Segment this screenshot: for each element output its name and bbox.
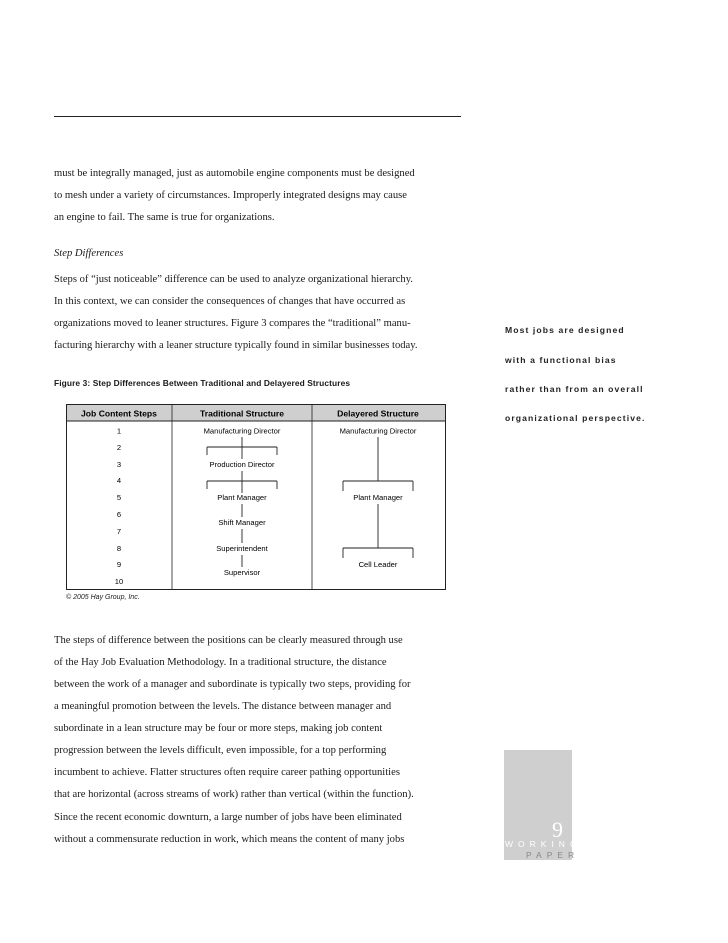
text-line: between the work of a manager and subordinate is typically two steps, providing for	[54, 679, 411, 690]
text-line: without a commensurate reduction in work, which means the content of many jobs	[54, 834, 405, 845]
delayered-level: Manufacturing Director	[339, 426, 417, 436]
delayered-level: Plant Manager	[353, 493, 403, 502]
text-line: that are horizontal (across streams of work) rather than vertical (within the function).	[54, 789, 414, 800]
text-line: a meaningful promotion between the levels. The distance between manager and	[54, 701, 392, 712]
text-line: of the Hay Job Evaluation Methodology. In a traditional structure, the distance	[54, 657, 387, 668]
traditional-level: Plant Manager	[217, 493, 267, 502]
text-line: subordinate in a lean structure may be four or more steps, making job content	[54, 723, 383, 734]
delayered-level: Cell Leader	[358, 560, 398, 569]
text-line: Steps of “just noticeable” difference can be used to analyze organizational hierarchy.	[54, 274, 413, 285]
section-paragraph	[54, 269, 464, 357]
traditional-level: Production Director	[209, 460, 275, 469]
paper-label: PAPER	[526, 850, 580, 860]
page-number: 9	[552, 817, 563, 842]
pull-quote-line: Most jobs are designed	[505, 325, 625, 335]
traditional-level: Shift Manager	[218, 518, 266, 527]
text-line: progression between the levels difficult, even impossible, for a top performing	[54, 745, 387, 756]
header-traditional-structure: Traditional Structure	[199, 408, 285, 419]
text-line: The steps of difference between the positions can be clearly measured through use	[54, 635, 403, 646]
text-line: an engine to fail. The same is true for organizations.	[54, 212, 275, 223]
header-job-content-steps: Job Content Steps	[81, 408, 157, 419]
header-delayered-structure: Delayered Structure	[337, 408, 419, 419]
working-label: WORKING	[505, 839, 582, 849]
text-line: Since the recent economic downturn, a large number of jobs have been eliminated	[54, 812, 402, 823]
text-line: incumbent to achieve. Flatter structures often require career pathing opportunities	[54, 767, 400, 778]
figure-title: Figure 3: Step Differences Between Traditional and Delayered Structures	[54, 378, 351, 388]
figure-copyright: © 2005 Hay Group, Inc.	[66, 594, 140, 601]
traditional-level: Manufacturing Director	[203, 426, 281, 436]
hierarchy-diagram	[67, 405, 445, 589]
step-number: 1	[116, 426, 122, 436]
text-line: In this context, we can consider the consequences of changes that have occurred as	[54, 296, 406, 307]
text-line: must be integrally managed, just as automobile engine components must be designed	[54, 168, 415, 179]
figure-3-table	[66, 404, 446, 590]
step-number: 10	[114, 577, 124, 586]
step-number: 9	[116, 560, 122, 569]
pull-quote-line: organizational perspective.	[505, 413, 646, 423]
text-line: to mesh under a variety of circumstances. Improperly integrated designs may cause	[54, 190, 408, 201]
intro-paragraph	[54, 163, 464, 229]
pull-quote-line: with a functional bias	[505, 355, 617, 365]
step-number: 8	[116, 544, 122, 553]
step-number: 2	[116, 443, 122, 452]
step-number: 6	[116, 510, 122, 519]
pull-quote-line: rather than from an overall	[505, 384, 644, 394]
step-number: 5	[116, 493, 122, 502]
step-number: 7	[116, 527, 122, 536]
traditional-level: Supervisor	[223, 568, 261, 577]
traditional-level: Superintendent	[216, 544, 268, 553]
body-paragraph-3	[54, 807, 464, 851]
step-number: 3	[116, 460, 122, 469]
step-number: 4	[116, 476, 122, 485]
text-line: facturing hierarchy with a leaner structure typically found in similar businesses today.	[54, 340, 418, 351]
section-heading: Step Differences	[54, 248, 124, 259]
header-rule	[54, 116, 461, 117]
body-paragraph-2	[54, 630, 464, 806]
text-line: organizations moved to leaner structures. Figure 3 compares the “traditional” manu-	[54, 318, 411, 329]
